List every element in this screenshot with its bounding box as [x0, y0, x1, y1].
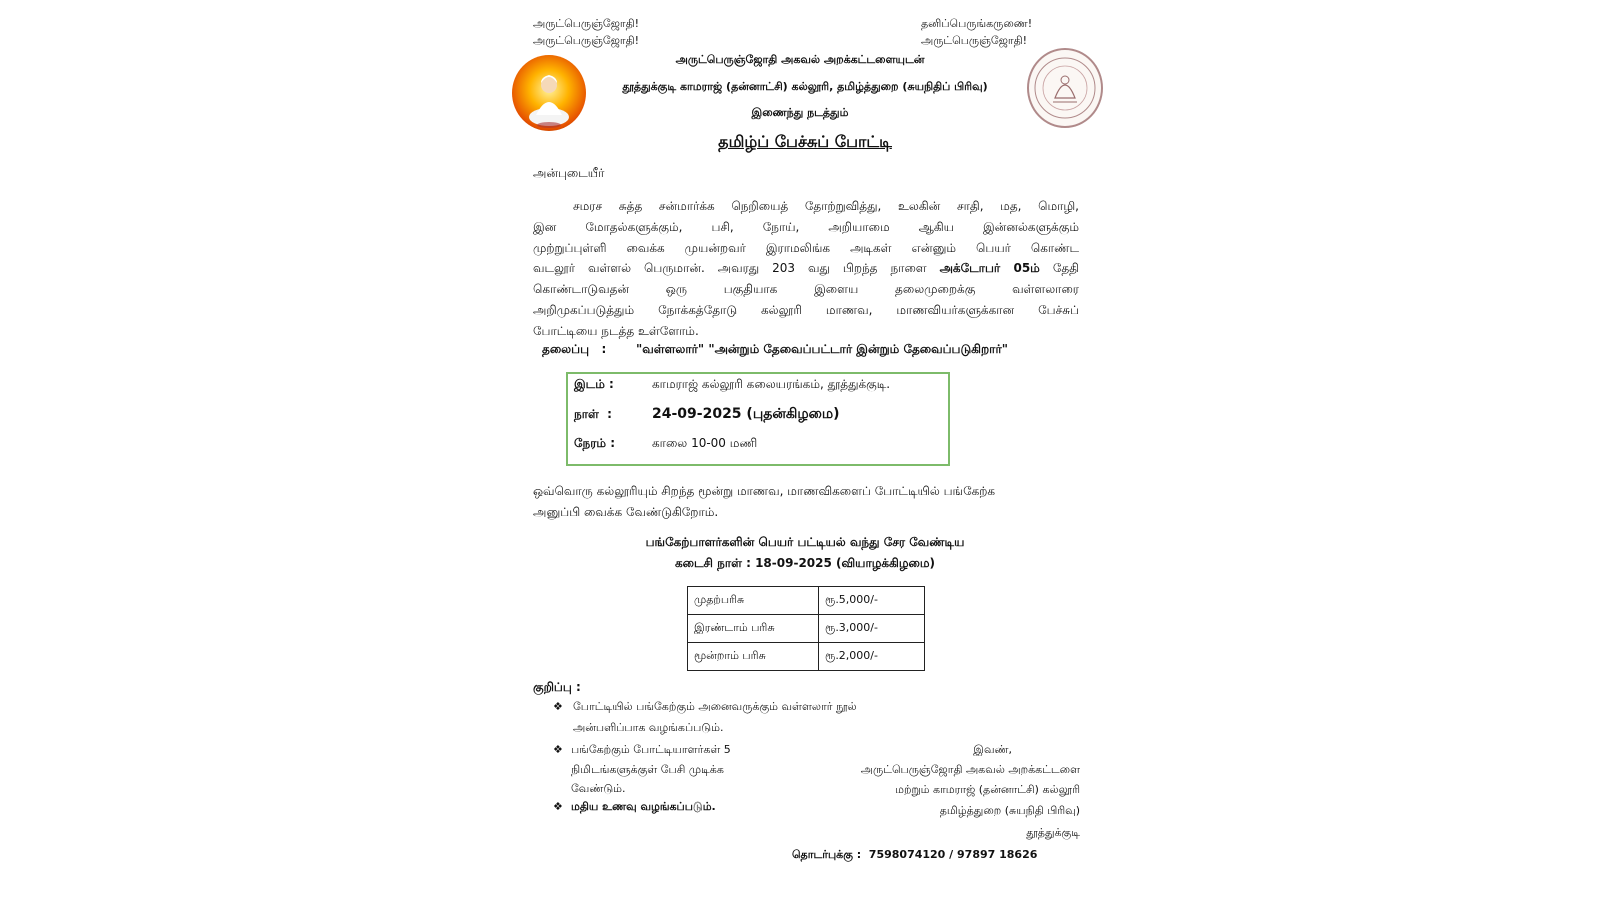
- prize-name: முதற்பரிசு: [688, 587, 819, 615]
- organizer-line-1: அருட்பெருஞ்ஜோதி அகவல் அறக்கட்டளையுடன்: [675, 53, 925, 66]
- request-line-1: ஒவ்வொரு கல்லூரியும் சிறந்த மூன்று மாணவ, மாணவிகளைப் போட்டியில் பங்கேற்க: [533, 484, 996, 498]
- body-line-4: [533, 258, 1079, 279]
- signature-line-4: தமிழ்த்துறை (சுயநிதி பிரிவு): [939, 804, 1080, 817]
- request-line-2: அனுப்பி வைக்க வேண்டுகிறோம்.: [533, 505, 719, 519]
- salutation-right-1: தனிப்பெருங்கருணை!: [921, 17, 1033, 30]
- college-seal-image: [1027, 48, 1103, 128]
- date-row: [574, 406, 840, 424]
- notes-label: குறிப்பு :: [533, 680, 581, 694]
- prize-amount: ரூ.5,000/-: [819, 587, 925, 615]
- table-row: [688, 615, 925, 643]
- note-2-line-3: வேண்டும்.: [571, 782, 626, 795]
- bullet-icon: ❖: [553, 700, 563, 713]
- signature-line-2: அருட்பெருஞ்ஜோதி அகவல் அறக்கட்டளை: [860, 763, 1080, 776]
- time-row: [574, 436, 757, 452]
- note-1-line-2: அன்பளிப்பாக வழங்கப்படும்.: [573, 721, 724, 734]
- venue-label: இடம் :: [574, 377, 614, 391]
- body-paragraph: [533, 196, 1079, 342]
- prize-name: இரண்டாம் பரிசு: [688, 615, 819, 643]
- body-line-1: சமரச சுத்த சன்மார்க்க நெறியைத் தோற்றுவித்து, உலகின் சாதி, மத, மொழி,: [573, 199, 1079, 213]
- signature-line-5: தூத்துக்குடி: [1026, 826, 1080, 839]
- prize-amount: ரூ.3,000/-: [819, 615, 925, 643]
- note-1-line-1: போட்டியில் பங்கேற்கும் அனைவருக்கும் வள்ளலார் நூல்: [573, 700, 857, 713]
- date-value: 24-09-2025 (புதன்கிழமை): [652, 406, 840, 422]
- note-2-line-2: நிமிடங்களுக்குள் பேசி முடிக்க: [571, 763, 724, 776]
- venue-value: காமராஜ் கல்லூரி கலையரங்கம், தூத்துக்குடி.: [652, 377, 891, 391]
- body-line-7: போட்டியை நடத்த உள்ளோம்.: [533, 323, 699, 338]
- note-3-line-1: மதிய உணவு வழங்கப்படும்.: [571, 800, 716, 813]
- salutation-left-1: அருட்பெருஞ்ஜோதி!: [533, 17, 640, 30]
- organizer-line-3: இணைந்து நடத்தும்: [751, 106, 849, 119]
- salutation-right-2: அருட்பெருஞ்ஜோதி!: [921, 34, 1028, 47]
- bullet-icon: ❖: [553, 800, 563, 813]
- body-line-4-text: வடலூர் வள்ளல் பெருமான். அவரது 203 வது பிறந்த நாளை: [533, 261, 927, 276]
- body-line-5: கொண்டாடுவதன் ஒரு பகுதியாக இளைய தலைமுறைக்கு வள்ளலாரை: [533, 282, 1079, 297]
- deadline-line-2: கடைசி நாள் : 18-09-2025 (வியாழக்கிழமை): [674, 556, 936, 570]
- page-title: தமிழ்ப் பேச்சுப் போட்டி: [718, 132, 892, 151]
- body-line-6: அறிமுகப்படுத்தும் நோக்கத்தோடு கல்லூரி மாணவ, மாணவியர்களுக்கான பேச்சுப்: [533, 302, 1079, 317]
- organizer-line-2: தூத்துக்குடி காமராஜ் (தன்னாட்சி) கல்லூரி, தமிழ்த்துறை (சுயநிதிப் பிரிவு): [622, 80, 988, 93]
- deadline-line-1: பங்கேற்பாளர்களின் பெயர் பட்டியல் வந்து சேர வேண்டிய: [645, 535, 965, 549]
- time-value: காலை 10-00 மணி: [652, 436, 758, 450]
- venue-row: [574, 377, 890, 393]
- prize-table: [687, 586, 925, 671]
- note-2-line-1: பங்கேற்கும் போட்டியாளர்கள் 5: [571, 743, 731, 756]
- topic-label-text: தலைப்பு :: [542, 342, 607, 356]
- body-date-tail: தேதி: [1052, 261, 1079, 276]
- topic-value: "வள்ளலார்" "அன்றும் தேவைப்பட்டார் இன்றும் தேவைப்படுகிறார்": [636, 342, 1008, 356]
- body-line-2: இன மோதல்களுக்கும், பசி, நோய், அறியாமை ஆகிய இன்னல்களுக்கும்: [533, 219, 1079, 234]
- signature-line-1: இவண்,: [973, 743, 1012, 756]
- bullet-icon: ❖: [553, 743, 563, 756]
- table-row: [688, 643, 925, 671]
- body-date-bold: அக்டோபர் 05ம்: [939, 261, 1040, 276]
- contact-info: தொடர்புக்கு : 7598074120 / 97897 18626: [792, 848, 1038, 861]
- prize-amount: ரூ.2,000/-: [819, 643, 925, 671]
- topic-label: [542, 342, 606, 358]
- event-details-box: [566, 372, 950, 466]
- table-row: [688, 587, 925, 615]
- signature-line-3: மற்றும் காமராஜ் (தன்னாட்சி) கல்லூரி: [895, 783, 1080, 796]
- greeting: அன்புடையீர்: [533, 166, 605, 180]
- body-line-3: முற்றுப்புள்ளி வைக்க முயன்றவர் இராமலிங்க அடிகள் என்னும் பெயர் கொண்ட: [533, 240, 1079, 255]
- time-label: நேரம் :: [574, 436, 616, 450]
- prize-name: மூன்றாம் பரிசு: [688, 643, 819, 671]
- date-label: நாள் :: [574, 407, 612, 421]
- salutation-left-2: அருட்பெருஞ்ஜோதி!: [533, 34, 640, 47]
